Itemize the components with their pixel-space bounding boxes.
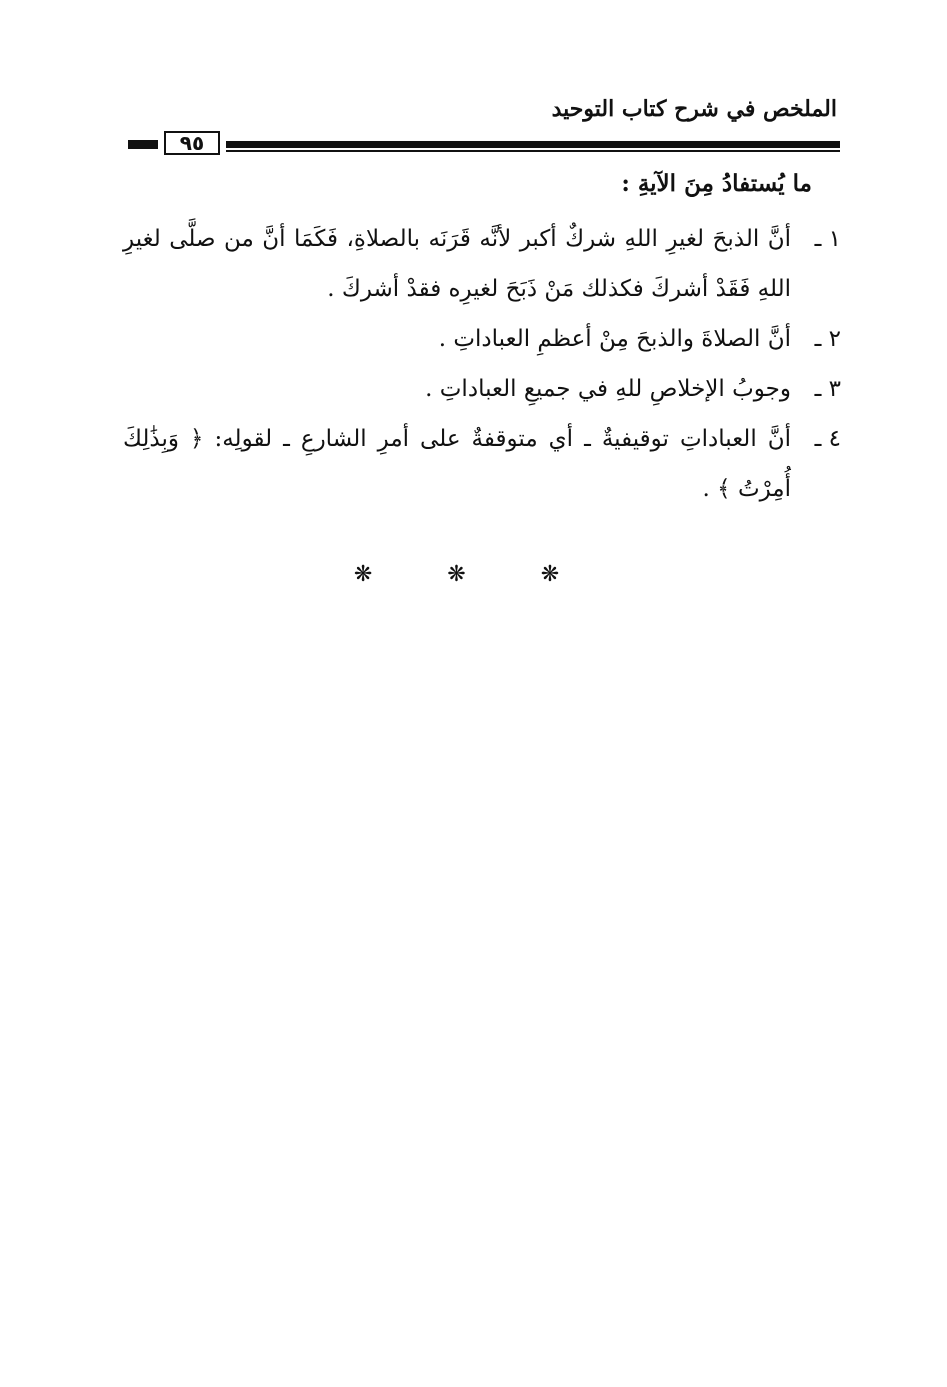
page-number: ٩٥ [164, 131, 220, 155]
star-icon: ❋ [353, 562, 407, 587]
section-heading: ما يُستفادُ مِنَ الآيةِ : [621, 170, 812, 197]
benefits-list [123, 214, 841, 514]
item-number: ٤ ـ [814, 426, 841, 452]
list-item [123, 364, 841, 414]
item-text: وجوبُ الإخلاصِ للهِ في جميعِ العباداتِ . [425, 376, 791, 402]
rule-thick-line [226, 141, 840, 148]
list-item [123, 414, 841, 514]
item-text: أنَّ الصلاةَ والذبحَ مِنْ أعظمِ العباداتِ . [438, 326, 791, 352]
item-text: أنَّ الذبحَ لغيرِ اللهِ شركٌ أكبر لأنَّه قَرَنَه بالصلاةِ، فَكَمَا أنَّ من صلَّى لغيرِ اللهِ فَقَدْ أشركَ فكذلك مَنْ ذَبَحَ لغيرِه فقدْ أشركَ . [123, 226, 791, 302]
star-icon: ❋ [447, 562, 500, 587]
header-rule [128, 130, 840, 158]
list-item [123, 314, 841, 364]
rule-thin-line [226, 150, 840, 152]
list-item [123, 214, 841, 314]
item-number: ٣ ـ [814, 376, 841, 402]
rule-left-segment [128, 140, 158, 149]
section-separator [0, 562, 947, 587]
item-number: ٢ ـ [814, 326, 841, 352]
item-text: أنَّ العباداتِ توقيفيةٌ ـ أي متوقفةٌ على أمرِ الشارعِ ـ لقولِه: ﴿ وَبِذَٰلِكَ أُمِرْتُ ﴾ . [123, 426, 791, 502]
star-icon: ❋ [540, 562, 594, 587]
item-number: ١ ـ [814, 226, 841, 252]
book-title: الملخص في شرح كتاب التوحيد [551, 96, 837, 122]
